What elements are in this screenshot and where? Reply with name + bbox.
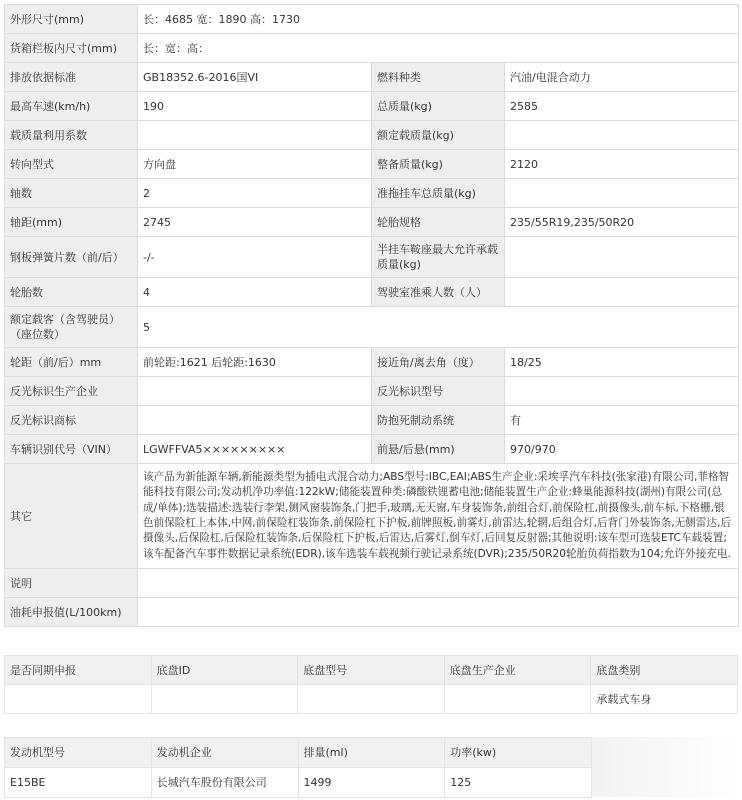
engine-cell: 长城汽车股份有限公司 xyxy=(151,768,298,798)
emission-std-label: 排放依据标准 xyxy=(5,63,138,92)
chassis-header-cell: 是否同期申报 xyxy=(5,656,152,685)
engine-header-row xyxy=(5,738,592,768)
dimensions-label: 外形尺寸(mm) xyxy=(5,5,138,34)
chassis-cell xyxy=(151,685,298,714)
cargo-box-label: 货箱栏板内尺寸(mm) xyxy=(5,34,138,63)
axles-value: 2 xyxy=(138,179,372,208)
wheelbase-value: 2745 xyxy=(138,208,372,237)
chassis-cell xyxy=(5,685,152,714)
reflector-model-value xyxy=(505,377,739,406)
engine-cell: 125 xyxy=(445,768,592,798)
overhang-label: 前悬/后悬(mm) xyxy=(372,435,505,464)
table-row xyxy=(5,685,738,714)
vehicle-spec-table xyxy=(4,4,739,627)
max-speed-value: 190 xyxy=(138,92,372,121)
engine-cell: 1499 xyxy=(298,768,445,798)
saddle-load-label: 半挂车鞍座最大允许承载质量(kg) xyxy=(372,237,505,278)
cab-seats-value xyxy=(505,278,739,307)
approach-angle-value: 18/25 xyxy=(505,348,739,377)
engine-cell: E15BE xyxy=(5,768,152,798)
reflector-brand-label: 反光标识商标 xyxy=(5,406,138,435)
engine-header-cell: 发动机型号 xyxy=(5,738,152,768)
wheelbase-label: 轴距(mm) xyxy=(5,208,138,237)
reflector-model-label: 反光标识型号 xyxy=(372,377,505,406)
cab-seats-label: 驾驶室准乘人数（人） xyxy=(372,278,505,307)
max-speed-label: 最高车速(km/h) xyxy=(5,92,138,121)
steering-label: 转向型式 xyxy=(5,150,138,179)
approach-angle-label: 接近角/离去角（度） xyxy=(372,348,505,377)
track-label: 轮距（前/后）mm xyxy=(5,348,138,377)
reflector-maker-value xyxy=(138,377,372,406)
total-mass-label: 总质量(kg) xyxy=(372,92,505,121)
engine-header-cell: 功率(kw) xyxy=(445,738,592,768)
abs-label: 防抱死制动系统 xyxy=(372,406,505,435)
overhang-value: 970/970 xyxy=(505,435,739,464)
reflector-maker-label: 反光标识生产企业 xyxy=(5,377,138,406)
trailer-mass-label: 准拖挂车总质量(kg) xyxy=(372,179,505,208)
tire-spec-label: 轮胎规格 xyxy=(372,208,505,237)
fuel-consumption-label: 油耗申报值(L/100km) xyxy=(5,598,138,627)
curb-mass-value: 2120 xyxy=(505,150,739,179)
other-label: 其它 xyxy=(5,464,138,569)
engine-header-cell: 排量(ml) xyxy=(298,738,445,768)
fuel-type-label: 燃料种类 xyxy=(372,63,505,92)
reflector-brand-value xyxy=(138,406,372,435)
notes-value xyxy=(138,569,739,598)
leaf-springs-value: -/- xyxy=(138,237,372,278)
rated-load-value xyxy=(505,121,739,150)
rated-load-label: 额定载质量(kg) xyxy=(372,121,505,150)
abs-value: 有 xyxy=(505,406,739,435)
chassis-cell xyxy=(298,685,445,714)
cargo-box-value: 长：宽：高： xyxy=(138,34,739,63)
tire-spec-value: 235/55R19,235/50R20 xyxy=(505,208,739,237)
chassis-table xyxy=(4,655,738,714)
chassis-header-cell: 底盘ID xyxy=(151,656,298,685)
axles-label: 轴数 xyxy=(5,179,138,208)
fuel-consumption-value xyxy=(138,598,739,627)
chassis-header-cell: 底盘型号 xyxy=(298,656,445,685)
tire-count-value: 4 xyxy=(138,278,372,307)
table-row xyxy=(5,768,592,798)
notes-label: 说明 xyxy=(5,569,138,598)
other-value: 该产品为新能源车辆,新能源类型为插电式混合动力;ABS型号:IBC,EAI;ABS生产企业:采埃孚汽车科技(张家港)有限公司,菲格智能科技有限公司;发动机净功率值:122kW;储能装置种类:磷酸铁锂蓄电池;储能装置生产企业:蜂巢能源科技(湖州)有限公司(总成/单体);选装描述:选装行李架,侧风窗装饰条,门把手,玻璃,无天窗,车身装饰条,前组合灯,前保险杠,前摄像头,前车标,下格栅,银色前保险杠上本体,中网,前保险杠装饰条,前保险杠下护板,前牌照板,前雾灯,前雷达,轮辋,后组合灯,后背门外装饰条,无侧雷达,后摄像头,后保险杠,后保险杠装饰条,后保险杠下护板,后雷达,后雾灯,倒车灯,后回复反射器;其他说明:该车型可选装ETC车载装置;该车配备汽车事件数据记录系统(EDR),该车选装车载视频行驶记录系统(DVR);235/50R20轮胎负荷指数为104;允许外接充电. xyxy=(138,464,739,569)
load-util-value xyxy=(138,121,372,150)
rated-passengers-label: 额定载客（含驾驶员）（座位数） xyxy=(5,307,138,348)
tire-count-label: 轮胎数 xyxy=(5,278,138,307)
engine-table xyxy=(4,737,592,798)
chassis-header-row xyxy=(5,656,738,685)
engine-header-cell: 发动机企业 xyxy=(151,738,298,768)
rated-passengers-value: 5 xyxy=(138,307,739,348)
trailer-mass-value xyxy=(505,179,739,208)
chassis-header-cell: 底盘类别 xyxy=(591,656,738,685)
chassis-cell: 承载式车身 xyxy=(591,685,738,714)
chassis-cell xyxy=(444,685,591,714)
fuel-type-value: 汽油/电混合动力 xyxy=(505,63,739,92)
vin-label: 车辆识别代号（VIN） xyxy=(5,435,138,464)
curb-mass-label: 整备质量(kg) xyxy=(372,150,505,179)
engine-table-fade xyxy=(592,737,738,797)
leaf-springs-label: 钢板弹簧片数（前/后） xyxy=(5,237,138,278)
total-mass-value: 2585 xyxy=(505,92,739,121)
load-util-label: 载质量利用系数 xyxy=(5,121,138,150)
track-value: 前轮距:1621 后轮距:1630 xyxy=(138,348,372,377)
vin-value: LGWFFVA5××××××××× xyxy=(138,435,372,464)
dimensions-value: 长：4685 宽：1890 高：1730 xyxy=(138,5,739,34)
saddle-load-value xyxy=(505,237,739,278)
chassis-header-cell: 底盘生产企业 xyxy=(444,656,591,685)
steering-value: 方向盘 xyxy=(138,150,372,179)
emission-std-value: GB18352.6-2016国VI xyxy=(138,63,372,92)
